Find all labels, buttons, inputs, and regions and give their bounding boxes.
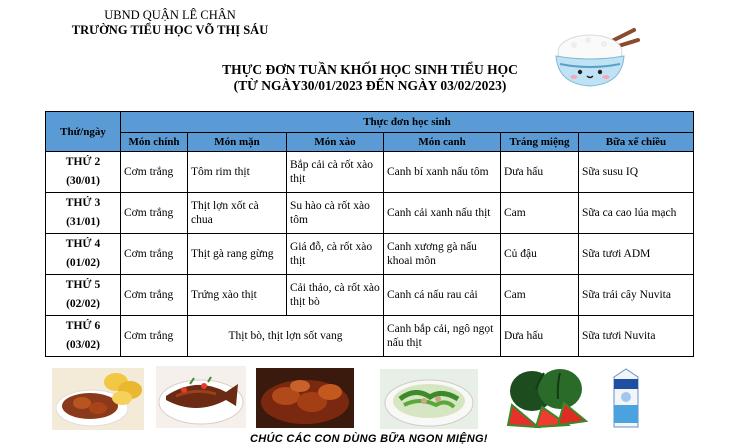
dessert-cell: Củ đậu xyxy=(501,234,579,275)
snack-cell: Sữa susu IQ xyxy=(579,152,694,193)
day-cell: THỨ 3 (31/01) xyxy=(46,193,121,234)
soup-cell: Canh cải xanh nấu thịt xyxy=(384,193,501,234)
snack-cell: Sữa tươi Nuvita xyxy=(579,316,694,357)
table-row xyxy=(46,316,694,357)
rice-bowl-icon xyxy=(548,12,648,96)
table-row xyxy=(46,193,694,234)
day-cell: THỨ 6 (03/02) xyxy=(46,316,121,357)
main-dish-cell: Cơm trắng xyxy=(121,275,188,316)
savory-dish-cell: Tôm rim thịt xyxy=(188,152,287,193)
day-cell: THỨ 2 (30/01) xyxy=(46,152,121,193)
snack-cell: Sữa ca cao lúa mạch xyxy=(579,193,694,234)
district-name: UBND QUẬN LÊ CHÂN xyxy=(104,8,236,22)
savory-dish-cell: Thịt lợn xốt cà chua xyxy=(188,193,287,234)
main-dish-cell: Cơm trắng xyxy=(121,152,188,193)
school-header xyxy=(70,8,270,38)
column-header-snack: Bữa xế chiều xyxy=(579,133,694,152)
watermelon-photo xyxy=(506,367,588,429)
column-header-main: Món chính xyxy=(121,133,188,152)
shrimp-dish-photo xyxy=(52,368,144,430)
stirfry-dish-cell: Su hào cà rốt xào tôm xyxy=(287,193,384,234)
chicken-dish-photo xyxy=(256,368,354,428)
title-line-1: THỰC ĐƠN TUẦN KHỐI HỌC SINH TIỂU HỌC xyxy=(222,62,518,77)
soup-cell: Canh bắp cải, ngô ngọt nấu thịt xyxy=(384,316,501,357)
soup-cell: Canh xương gà nấu khoai môn xyxy=(384,234,501,275)
footer-message: CHÚC CÁC CON DÙNG BỮA NGON MIỆNG! xyxy=(250,433,488,445)
column-header-day: Thứ/ngày xyxy=(46,112,121,152)
soup-cell: Canh cá nấu rau cải xyxy=(384,275,501,316)
main-dish-cell: Cơm trắng xyxy=(121,234,188,275)
school-name: TRƯỜNG TIỂU HỌC VÕ THỊ SÁU xyxy=(71,23,269,37)
food-photo-strip xyxy=(0,366,740,430)
main-dish-cell: Cơm trắng xyxy=(121,193,188,234)
savory-dish-cell: Thịt gà rang gừng xyxy=(188,234,287,275)
dessert-cell: Cam xyxy=(501,275,579,316)
savory-stirfry-merged-cell: Thịt bò, thịt lợn sốt vang xyxy=(188,316,384,357)
title-line-2: (TỪ NGÀY30/01/2023 ĐẾN NGÀY 03/02/2023) xyxy=(233,78,507,93)
group-header-student-menu: Thực đơn học sinh xyxy=(121,112,694,133)
dessert-cell: Cam xyxy=(501,193,579,234)
savory-dish-cell: Trứng xào thịt xyxy=(188,275,287,316)
fish-dish-photo xyxy=(156,366,246,428)
weekly-menu-table xyxy=(45,111,694,357)
stirfry-dish-cell: Cải thảo, cà rốt xào thịt bò xyxy=(287,275,384,316)
snack-cell: Sữa trái cây Nuvita xyxy=(579,275,694,316)
table-row xyxy=(46,275,694,316)
dessert-cell: Dưa hấu xyxy=(501,152,579,193)
day-cell: THỨ 5 (02/02) xyxy=(46,275,121,316)
column-header-savory: Món mặn xyxy=(188,133,287,152)
menu-title xyxy=(190,62,550,94)
soup-photo xyxy=(380,369,478,429)
dessert-cell: Dưa hấu xyxy=(501,316,579,357)
column-header-stirfry: Món xào xyxy=(287,133,384,152)
milk-carton-photo xyxy=(610,367,642,429)
stirfry-dish-cell: Bắp cải cà rốt xào thịt xyxy=(287,152,384,193)
table-row xyxy=(46,152,694,193)
table-row xyxy=(46,234,694,275)
snack-cell: Sữa tươi ADM xyxy=(579,234,694,275)
day-cell: THỨ 4 (01/02) xyxy=(46,234,121,275)
main-dish-cell: Cơm trắng xyxy=(121,316,188,357)
column-header-soup: Món canh xyxy=(384,133,501,152)
stirfry-dish-cell: Giá đỗ, cà rốt xào thịt xyxy=(287,234,384,275)
soup-cell: Canh bí xanh nấu tôm xyxy=(384,152,501,193)
column-header-dessert: Tráng miệng xyxy=(501,133,579,152)
